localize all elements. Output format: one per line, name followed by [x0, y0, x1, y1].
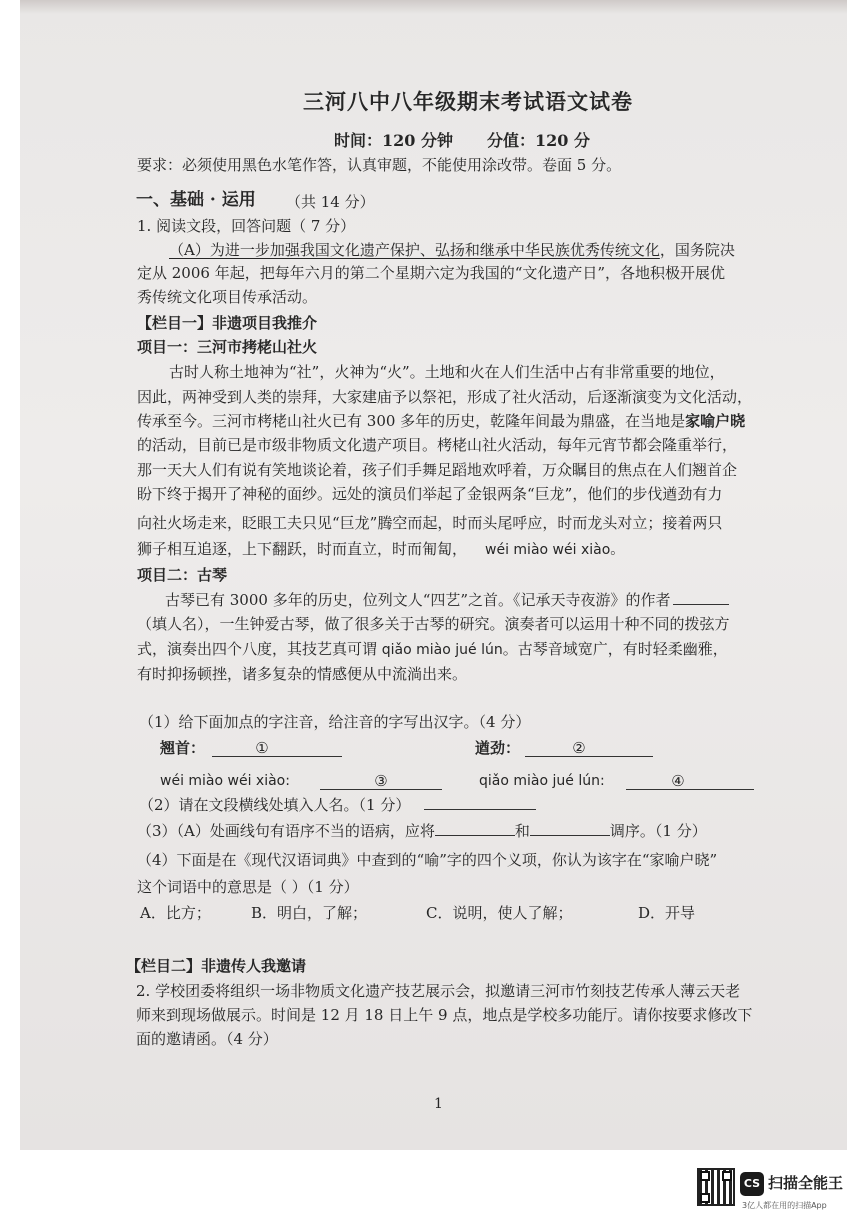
page-title: 三河八中八年级期末考试语文试卷 [303, 89, 633, 114]
scanner-tagline: 3亿人都在用的扫描App [742, 1201, 827, 1210]
project-1-line: 因此，两神受到人类的崇拜，大家建庙予以祭祀，形成了社火活动，后逐渐演变为文化活动， [137, 388, 753, 406]
project-1-line: 盼下终于揭开了神秘的面纱。远处的演员们举起了金银两条“巨龙”，他们的步伐遒劲有力 [137, 485, 723, 503]
subquestion-1: （1）给下面加点的字注音，给注音的字写出汉字。（4 分） [139, 713, 531, 731]
project-1-line: 狮子相互追逐，上下翻跃，时而直立，时而匍匐， wéi miào wéi xiào。 [137, 540, 625, 558]
subquestion-3: （3）（A）处画线句有语序不当的语病，应将 和 调序。（1 分） [137, 822, 707, 840]
subquestion-4-line-1: （4）下面是在《现代汉语词典》中查到的“喻”字的四个义项，你认为该字在“家喻户晓” [137, 851, 718, 869]
answer-line-2[interactable]: ② [525, 738, 653, 757]
option-d[interactable]: D．开导 [638, 904, 696, 922]
intro-line-2: 定从 2006 年起，把每年六月的第二个星期六定为我国的“文化遗产日”，各地积极开展优 [137, 264, 726, 282]
project-1-heading: 项目一：三河市拷栳山社火 [137, 338, 318, 356]
section-heading: 一、基础 · 运用 [136, 190, 256, 210]
label-qiaomiaojuelun: qiǎo miào jué lún: [479, 773, 605, 789]
answer-line-4[interactable]: ④ [626, 771, 754, 790]
pinyin-qiaomiaojuelun: qiǎo miào jué lún [381, 642, 503, 658]
project-1-line: 向社火场走来，眨眼工夫只见“巨龙”腾空而起，时而头尾呼应，时而龙头对立；接着两只 [137, 514, 723, 532]
intro-line-1: （A）为进一步加强我国文化遗产保护、弘扬和继承中华民族优秀传统文化，国务院决 [169, 241, 735, 259]
author-blank [673, 590, 729, 605]
underlined-sentence-a: （A）为进一步加强我国文化遗产保护、弘扬和继承中华民族优秀传统文化 [169, 241, 660, 259]
question-2-line: 师来到现场做展示。时间是 12 月 18 日上午 9 点，地点是学校多功能厅。请你按要求修改下 [136, 1006, 753, 1024]
scanner-app-name: 扫描全能王 [768, 1174, 844, 1192]
section-points: （共 14 分） [286, 193, 375, 211]
option-a[interactable]: A．比方； [140, 904, 211, 922]
answer-line-order-2[interactable] [530, 821, 610, 836]
qr-code-icon [697, 1168, 735, 1206]
label-qiujin: 遒劲： [475, 739, 521, 757]
page-number: 1 [434, 1096, 443, 1112]
exam-time: 时间：120 分钟 [334, 131, 453, 150]
project-2-line: （填人名），一生钟爱古琴，做了很多关于古琴的研究。演奏者可以运用十种不同的拨弦方 [137, 615, 730, 633]
requirement: 要求：必须使用黑色水笔作答，认真审题，不能使用涂改带。卷面 5 分。 [137, 156, 622, 174]
answer-line-order-1[interactable] [435, 821, 515, 836]
option-b[interactable]: B．明白，了解； [251, 904, 368, 922]
question-2-line: 2. 学校团委将组织一场非物质文化遗产技艺展示会，拟邀请三河市竹刻技艺传承人薄云天老 [136, 982, 741, 1000]
intro-line-3: 秀传统文化项目传承活动。 [137, 288, 318, 306]
label-qiaoshou: 翘首： [160, 739, 206, 757]
column-2-heading: 【栏目二】非遗传人我邀请 [126, 957, 307, 975]
project-2-line: 式，演奏出四个八度，其技艺真可谓 qiǎo miào jué lún。古琴音域宽广，有时轻柔幽雅， [137, 640, 728, 658]
answer-line-3[interactable]: ③ [320, 771, 442, 790]
pinyin-weimiaoweixiao: wéi miào wéi xiào。 [485, 542, 625, 558]
question-2-line: 面的邀请函。（4 分） [136, 1030, 278, 1048]
answer-line-1[interactable]: ① [212, 738, 342, 757]
exam-score: 分值：120 分 [487, 131, 590, 150]
project-1-line: 古时人称土地神为“社”，火神为“火”。土地和火在人们生活中占有非常重要的地位， [169, 363, 725, 381]
project-1-line: 那一天大人们有说有笑地谈论着，孩子们手舞足蹈地欢呼着，万众瞩目的焦点在人们翘首企 [137, 461, 738, 479]
cs-logo-icon: CS [740, 1172, 764, 1196]
subquestion-2: （2）请在文段横线处填入人名。（1 分） [139, 795, 536, 815]
option-c[interactable]: C．说明，使人了解； [426, 904, 573, 922]
project-1-line: 的活动，目前已是市级非物质文化遗产项目。栲栳山社火活动，每年元宵节都会隆重举行， [137, 436, 738, 454]
paper-top-shadow [20, 0, 847, 14]
answer-line-name[interactable] [424, 795, 536, 810]
project-1-line: 传承至今。三河市栲栳山社火已有 300 多年的历史，乾隆年间最为鼎盛，在当地是家喻户晓 [137, 412, 746, 430]
project-2-line: 古琴已有 3000 多年的历史，位列文人“四艺”之首。《记承天寺夜游》的作者 [165, 590, 729, 610]
subquestion-4-line-2: 这个词语中的意思是（ ）（1 分） [137, 878, 359, 896]
project-2-heading: 项目二：古琴 [137, 566, 228, 584]
column-1-heading: 【栏目一】非遗项目我推介 [137, 314, 318, 332]
bold-word-jiayuhuxiao: 家喻户晓 [685, 412, 746, 430]
project-2-line: 有时抑扬顿挫，诸多复杂的情感便从中流淌出来。 [137, 665, 468, 683]
question-1-title: 1. 阅读文段，回答问题（ 7 分） [137, 217, 356, 235]
label-weimiaoweixiao: wéi miào wéi xiào: [160, 773, 290, 789]
